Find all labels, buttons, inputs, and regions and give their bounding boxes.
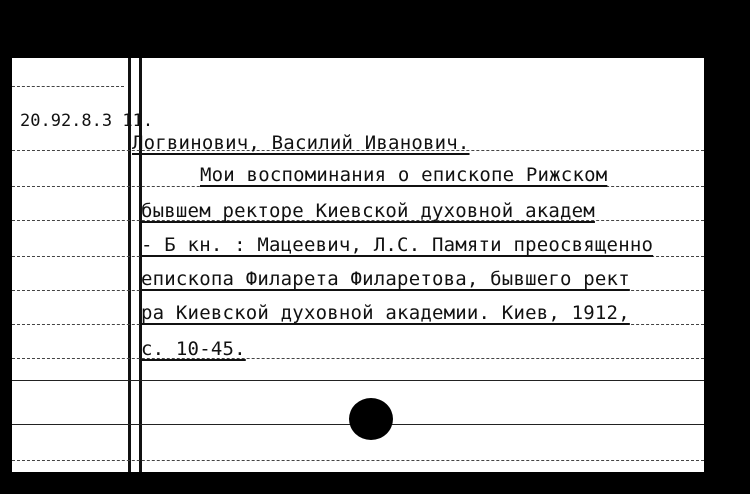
ruled-line: [12, 324, 704, 325]
entry-line: бывшем ректоре Киевской духовной академ: [141, 200, 595, 222]
catalog-card: [12, 58, 704, 472]
ruled-line: [12, 358, 704, 359]
ruled-line: [12, 256, 704, 257]
entry-line: - Б кн. : Мацеевич, Л.С. Памяти преосвященно: [141, 234, 654, 256]
call-number: 20.92.8.3 11.: [20, 111, 154, 131]
entry-line: епископа Филарета Филаретова, бывшего рект: [141, 268, 630, 290]
entry-line: Мои воспоминания о епископе Рижском: [200, 164, 608, 186]
ruled-line: [12, 290, 704, 291]
entry-line: с. 10-45.: [141, 338, 246, 360]
ruled-line: [12, 186, 704, 187]
ruled-line: [12, 460, 704, 461]
author-heading: Логвинович, Василий Иванович.: [132, 132, 470, 154]
entry-line: ра Киевской духовной академии. Киев, 1912,: [141, 302, 630, 324]
punch-hole: [349, 398, 393, 440]
ruled-line: [12, 86, 124, 87]
ruled-line: [12, 380, 704, 381]
